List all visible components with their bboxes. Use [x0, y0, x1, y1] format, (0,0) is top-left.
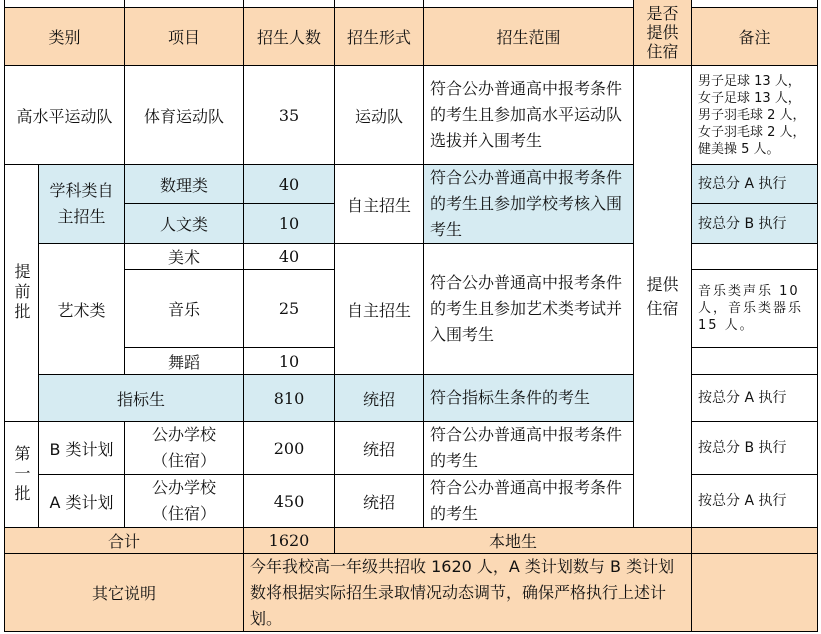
quota-count: 810	[243, 374, 335, 422]
fine-art-count: 40	[243, 243, 335, 270]
academic-scope: 符合公办普通高中报考条件的考生且参加学校考核入围考生	[423, 164, 634, 244]
arts-remark: 音乐类声乐 10 人，音乐类器乐 15 人。	[691, 269, 818, 348]
a-plan-remark: 按总分 A 执行	[691, 474, 818, 528]
b-plan-count: 200	[243, 421, 335, 475]
other-label: 其它说明	[4, 553, 244, 632]
humanities-count: 10	[243, 203, 335, 244]
a-plan-school: 公办学校（住宿）	[124, 474, 244, 528]
total-label: 合计	[4, 527, 244, 554]
humanities-remark: 按总分 B 执行	[691, 203, 818, 244]
music-item: 音乐	[124, 269, 244, 348]
header-form: 招生形式	[334, 7, 424, 66]
arts-scope: 符合公办普通高中报考条件的考生且参加艺术类考试并入围考生	[423, 243, 634, 375]
academic-label: 学科类自主招生	[38, 164, 125, 244]
header-count: 招生人数	[243, 7, 335, 66]
humanities-item: 人文类	[124, 203, 244, 244]
header-item: 项目	[124, 7, 244, 66]
total-note: 本地生	[334, 527, 692, 554]
first-batch-label	[4, 421, 39, 528]
a-plan-scope: 符合公办普通高中报考条件的考生	[423, 474, 634, 528]
b-plan-school: 公办学校（住宿）	[124, 421, 244, 475]
dance-item: 舞蹈	[124, 347, 244, 375]
fine-art-item: 美术	[124, 243, 244, 270]
quota-form: 统招	[334, 374, 424, 422]
quota-label: 指标生	[38, 374, 244, 422]
arts-form: 自主招生	[334, 243, 424, 375]
sports-category: 高水平运动队	[4, 65, 125, 165]
total-remark-blank	[691, 527, 818, 554]
b-plan-scope: 符合公办普通高中报考条件的考生	[423, 421, 634, 475]
first-batch-text: 第一批	[12, 444, 31, 505]
arts-remark-blank	[691, 243, 818, 270]
science-count: 40	[243, 164, 335, 204]
sports-item: 体育运动队	[124, 65, 244, 165]
housing-value: 提供住宿	[633, 65, 692, 528]
header-housing: 是否提供住宿	[633, 0, 692, 66]
a-plan-label: A 类计划	[38, 474, 125, 528]
b-plan-label: B 类计划	[38, 421, 125, 475]
other-remark-blank	[691, 553, 818, 632]
a-plan-form: 统招	[334, 474, 424, 528]
other-text: 今年我校高一年级共招收 1620 人，A 类计划数与 B 类计划数将根据实际招生录取情况动态调节，确保严格执行上述计划。	[243, 553, 692, 632]
arts-label: 艺术类	[38, 243, 125, 375]
a-plan-count: 450	[243, 474, 335, 528]
header-remark: 备注	[691, 7, 818, 66]
science-remark: 按总分 A 执行	[691, 164, 818, 204]
academic-form: 自主招生	[334, 164, 424, 244]
header-scope: 招生范围	[423, 7, 634, 66]
music-count: 25	[243, 269, 335, 348]
arts-remark-blank	[691, 347, 818, 375]
sports-scope: 符合公办普通高中报考条件的考生且参加高水平运动队选拔并入围考生	[423, 65, 634, 165]
b-plan-remark: 按总分 B 执行	[691, 421, 818, 475]
sports-remark: 男子足球 13 人，女子足球 13 人，男子羽毛球 2 人，女子羽毛球 2 人，健美操 5 人。	[691, 65, 818, 165]
science-item: 数理类	[124, 164, 244, 204]
sports-count: 35	[243, 65, 335, 165]
early-batch-text: 提前批	[12, 263, 31, 323]
dance-count: 10	[243, 347, 335, 375]
total-count: 1620	[243, 527, 335, 554]
header-category: 类别	[4, 7, 125, 66]
early-batch-label	[4, 164, 39, 422]
b-plan-form: 统招	[334, 421, 424, 475]
quota-remark: 按总分 A 执行	[691, 374, 818, 422]
quota-scope: 符合指标生条件的考生	[423, 374, 634, 422]
sports-form: 运动队	[334, 65, 424, 165]
